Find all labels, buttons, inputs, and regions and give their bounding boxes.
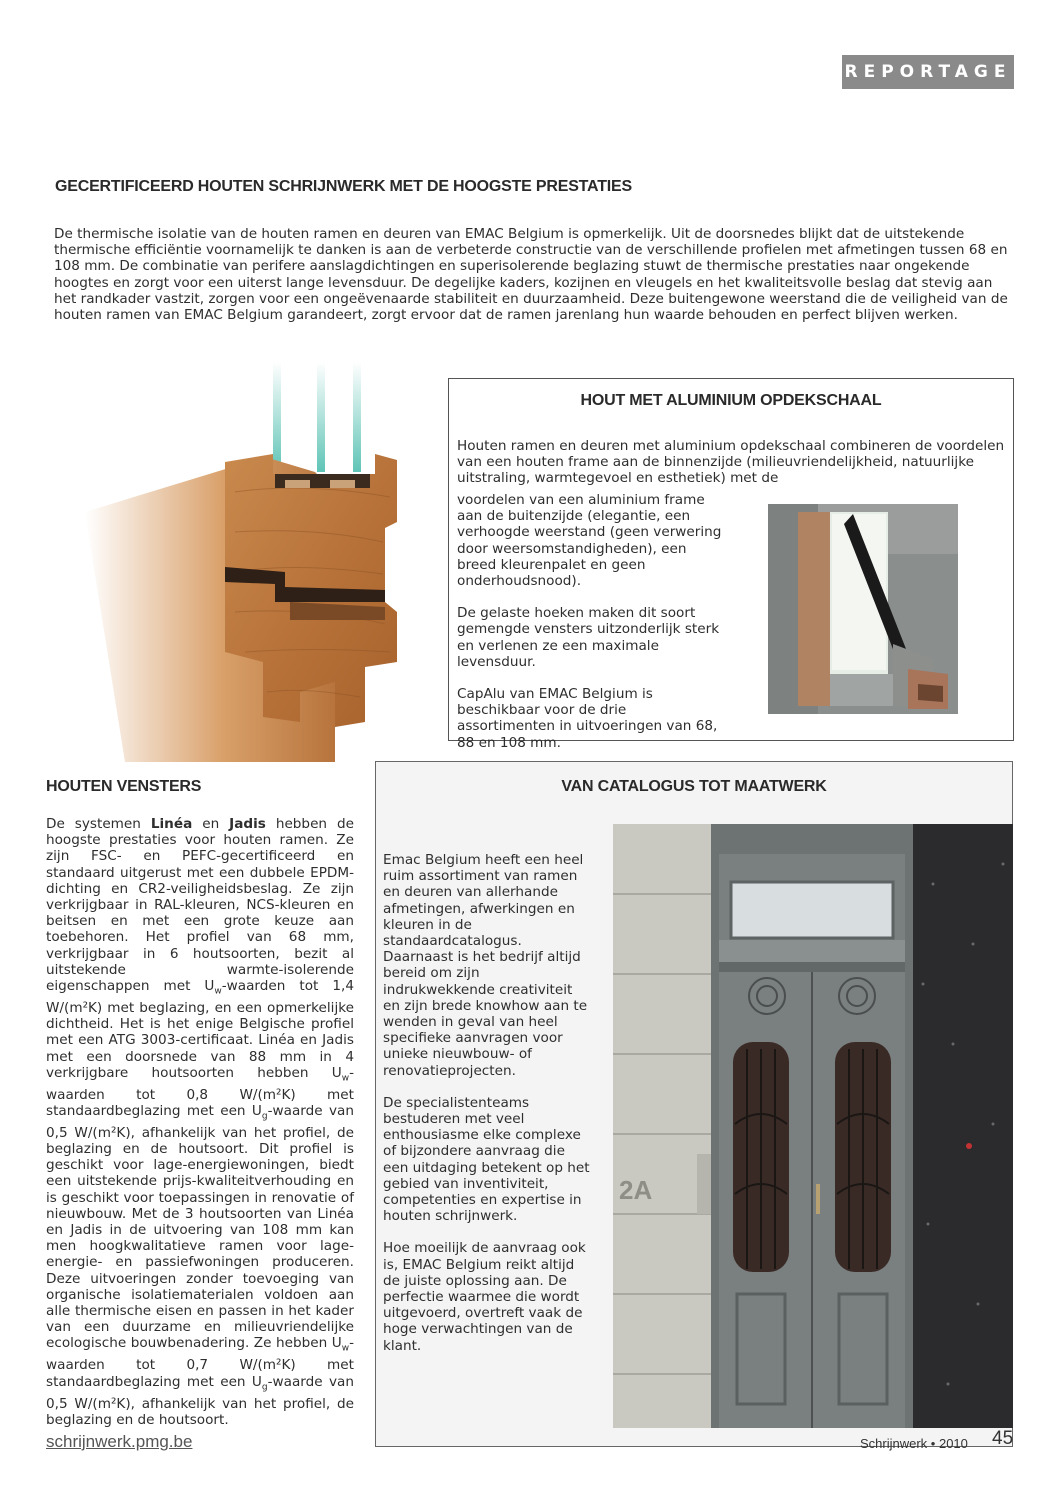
catalog-text: [383, 852, 593, 1370]
catalog-p3: Hoe moeilijk de aanvraag ook is, EMAC Belgium reikt altijd de juiste oplossing aan. De perfectie waarmee die wordt uitgevoerd, overtreft vaak de hoge verwachtingen van de klant.: [383, 1240, 586, 1354]
section-tag: REPORTAGE: [842, 55, 1014, 89]
alu-p3: CapAlu van EMAC Belgium is beschikbaar voor de drie assortimenten in uitvoeringen van 68, 88 en 108 mm.: [457, 686, 718, 751]
alu-p2: De gelaste hoeken maken dit soort gemengde vensters uitzonderlijk sterk en verlenen ze een maximale levensduur.: [457, 605, 720, 670]
wood-profile-illustration: [85, 362, 445, 762]
footer-url[interactable]: schrijnwerk.pmg.be: [46, 1432, 193, 1451]
door-number: 2A: [619, 1175, 653, 1205]
intro-text: De thermische isolatie van de houten ramen en deuren van EMAC Belgium is opmerkelijk. Uit de doorsnedes blijkt dat de uitstekende thermische efficiëntie voornamelijk te danken is aan de verbeterde constructie van de verschillende profielen met afmetingen tussen 68 en 108 mm. De combinatie van perifere aanslagdichtingen en superisolerende beglazing stuwt de thermische prestaties naar ongekende hoogtes en zorgt voor een uiterst lange levensduur. De degelijke kaders, kozijnen en vleugels en het kwaliteitsvolle beslag dat stevig aan het randkader vastzit, zorgen voor een ongeëvenaarde stabiliteit en duurzaamheid. Deze buitengewone weerstand die de veiligheid van de houten ramen van EMAC Belgium garandeert, zorgt ervoor dat de ramen jarenlang hun waarde behouden en perfect blijven werken.: [54, 226, 1008, 324]
alu-p1-rest: voordelen van een aluminium frame aan de buitenzijde (elegantie, een verhoogde weerstand (geen verwering door weersomstandigheden), een breed kleurenpalet en geen onderhoudsnood).: [457, 492, 722, 590]
intro-title: GECERTIFICEERD HOUTEN SCHRIJNWERK MET DE HOOGSTE PRESTATIES: [55, 178, 632, 195]
alu-frame-illustration: [758, 494, 968, 720]
page-number: 45: [992, 1428, 1014, 1449]
catalog-title: VAN CATALOGUS TOT MAATWERK: [561, 778, 827, 795]
alu-box-title: HOUT MET ALUMINIUM OPDEKSCHAAL: [580, 392, 882, 409]
windows-text: De systemen Linéa en Jadis hebben de hoogste prestaties voor houten ramen. Ze zijn FSC- en PEFC-gecertificeerd en standaard uitgerust met een dubbele EPDM-dichting en CR2-veiligheidsbeslag. Ze zijn verkrijgbaar in RAL-kleuren, NCS-kleuren en beitsen en met een grote keuze aan toebehoren. Het profiel van 68 mm, verkrijgbaar in 6 houtsoorten, bezit al uitstekende warmte-isolerende eigenschappen met $U_w$-waarden tot 1,4 W/(m²K) met beglazing, en een opmerkelijke dichtheid. Het is het enige Belgische profiel met een ATG 3003-certificaat. Linéa en Jadis met een doorsnede van 88 mm in 4 verkrijgbare houtsoorten hebben $U_w$-waarden tot 0,8 W/(m²K) met standaardbeglazing met een $U_g$-waarde van 0,5 W/(m²K), afhankelijk van het profiel, de beglazing en de houtsoort. Dit profiel is geschikt voor lage-energiewoningen, biedt een uitstekende prijs-kwaliteitverhouding en is geschikt voor toepassingen in renovatie of nieuwbouw. Met de 3 houtsoorten van Linéa en Jadis in de uitvoering van 108 mm kan men hoogkwalitatieve ramen voor lage-energie- en passiefwoningen produceren. Deze uitvoeringen zonder toevoeging van organische isolatiematerialen voldoen aan alle thermische eisen en passen in het kader van een duurzame en milieuvriendelijke ecologische bouwbenadering. Ze hebben $U_w$-waarden tot 0,7 W/(m²K) met standaardbeglazing met een $U_g$-waarde van 0,5 W/(m²K), afhankelijk van het profiel, de beglazing en de houtsoort.: [46, 816, 355, 1428]
door-photo: [613, 824, 1013, 1428]
windows-title: HOUTEN VENSTERS: [46, 778, 202, 795]
alu-box-text-full: Houten ramen en deuren met aluminium opdekschaal combineren de voordelen van een houten frame aan de binnenzijde (milieuvriendelijkheid, natuurlijke uitstraling, warmtegevoel en esthetiek) met de: [457, 438, 1005, 487]
catalog-p2: De specialistenteams bestuderen met veel enthousiasme elke complexe of bijzondere aanvraag die een uitdaging betekent op het gebied van inventiviteit, competenties en expertise in houten schrijnwerk.: [383, 1094, 590, 1225]
alu-box-text-narrow: [457, 492, 727, 767]
brand-linea: Linéa: [150, 816, 193, 832]
footer-magazine: Schrijnwerk • 2010: [860, 1436, 968, 1451]
catalog-p1: Emac Belgium heeft een heel ruim assortiment van ramen en deuren van allerhande afmetingen, afwerkingen en kleuren in de standaardcatalogus. Daarnaast is het bedrijf altijd bereid om zijn indrukwekkende creativiteit en zijn brede knowhow aan te wenden in geval van heel specifieke aanvragen voor unieke nieuwbouw- of renovatieprojecten.: [383, 852, 588, 1079]
brand-jadis: Jadis: [229, 816, 266, 832]
